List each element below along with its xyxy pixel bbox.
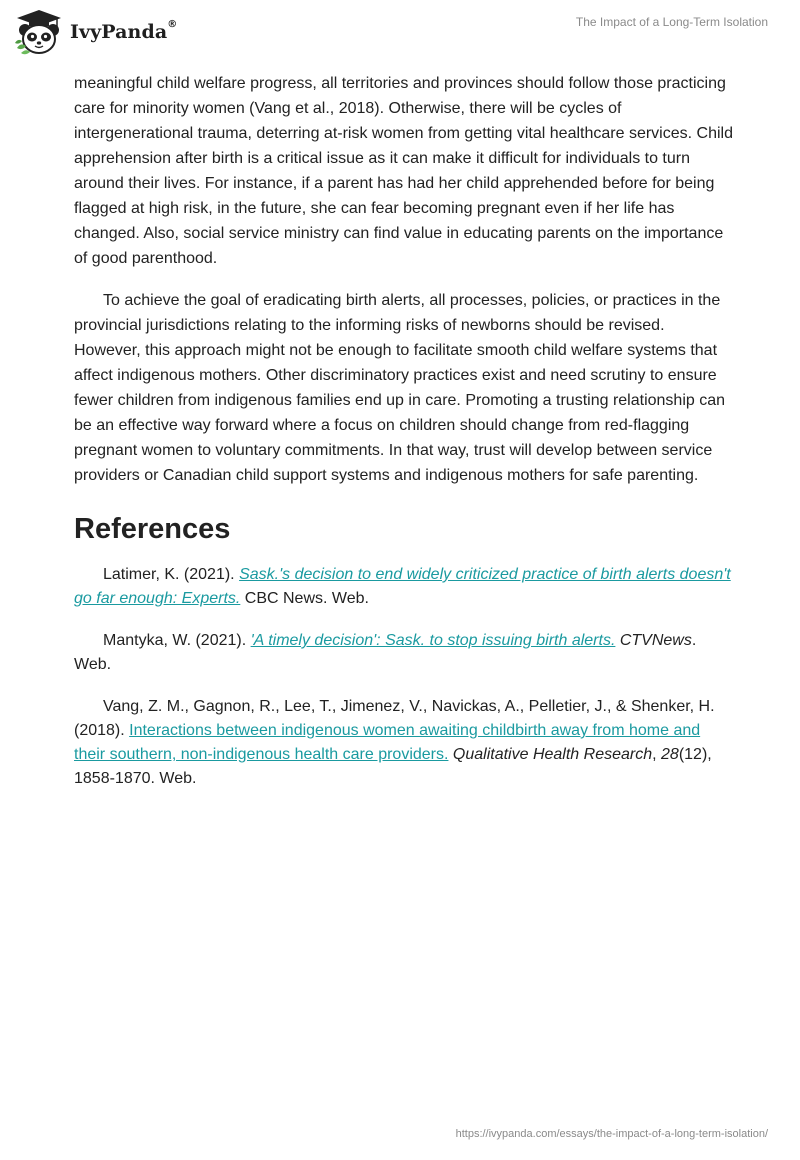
registered-mark: ® <box>167 19 178 30</box>
brand-name: IvyPanda® <box>70 19 178 43</box>
reference-source: CTVNews <box>619 632 692 649</box>
reference-author: Vang, Z. M., Gagnon, R., Lee, T., Jimenez, V., Navickas, A., Pelletier, J., & Shenker, H. (2018). <box>74 698 715 739</box>
page-header <box>0 0 800 64</box>
ivypanda-logo[interactable] <box>14 8 177 56</box>
reference-suffix: CBC News. Web. <box>240 590 369 607</box>
references-heading: References <box>74 513 231 545</box>
reference-suffix: (12), 1858-1870. Web. <box>74 746 712 787</box>
reference-item-vang <box>74 695 734 791</box>
reference-comma: , <box>652 746 662 763</box>
reference-item-latimer <box>74 563 734 611</box>
reference-link-latimer[interactable]: Sask.'s decision to end widely criticized practice of birth alerts doesn't go far enough: Experts. <box>74 566 731 607</box>
body-paragraph-1: meaningful child welfare progress, all territories and provinces should follow those practicing care for minority women (Vang et al., 2018). Otherwise, there will be cycles of intergenerational trauma, deterring at-risk women from getting vital healthcare services. Child apprehension after birth is a critical issue as it can make it difficult for individuals to turn around their lives. For instance, if a parent has had her child apprehended before for being flagged at high risk, in the future, she can fear becoming pregnant even if her life has changed. Also, social service ministry can find value in educating parents on the importance of good parenthood. <box>74 75 733 267</box>
panda-graduate-icon <box>14 8 64 56</box>
reference-item-mantyka <box>74 629 734 677</box>
reference-link-mantyka[interactable]: 'A timely decision': Sask. to stop issuing birth alerts. <box>250 632 616 649</box>
document-title: The Impact of a Long-Term Isolation <box>575 15 768 29</box>
reference-suffix: . Web. <box>74 632 697 673</box>
footer-url[interactable]: https://ivypanda.com/essays/the-impact-of-a-long-term-isolation/ <box>455 1128 768 1140</box>
essay-content <box>74 71 734 809</box>
reference-journal: Qualitative Health Research <box>452 746 653 763</box>
reference-author: Mantyka, W. (2021). <box>103 632 251 649</box>
reference-volume: 28 <box>661 746 679 763</box>
reference-link-vang[interactable]: Interactions between indigenous women awaiting childbirth away from home and their southern, non-indigenous health care providers. <box>74 722 701 763</box>
reference-author: Latimer, K. (2021). <box>103 566 240 583</box>
body-paragraph-2: To achieve the goal of eradicating birth alerts, all processes, policies, or practices in the provincial jurisdictions relating to the informing risks of newborns should be revised. However, this approach might not be enough to facilitate smooth child welfare systems that affect indigenous mothers. Other discriminatory practices exist and need scrutiny to ensure fewer children from indigenous families end up in care. Promoting a trusting relationship can be an effective way forward where a focus on children should change from red-flagging pregnant women to voluntary commitments. In that way, trust will develop between service providers or Canadian child support systems and indigenous mothers for safe parenting. <box>74 292 726 484</box>
